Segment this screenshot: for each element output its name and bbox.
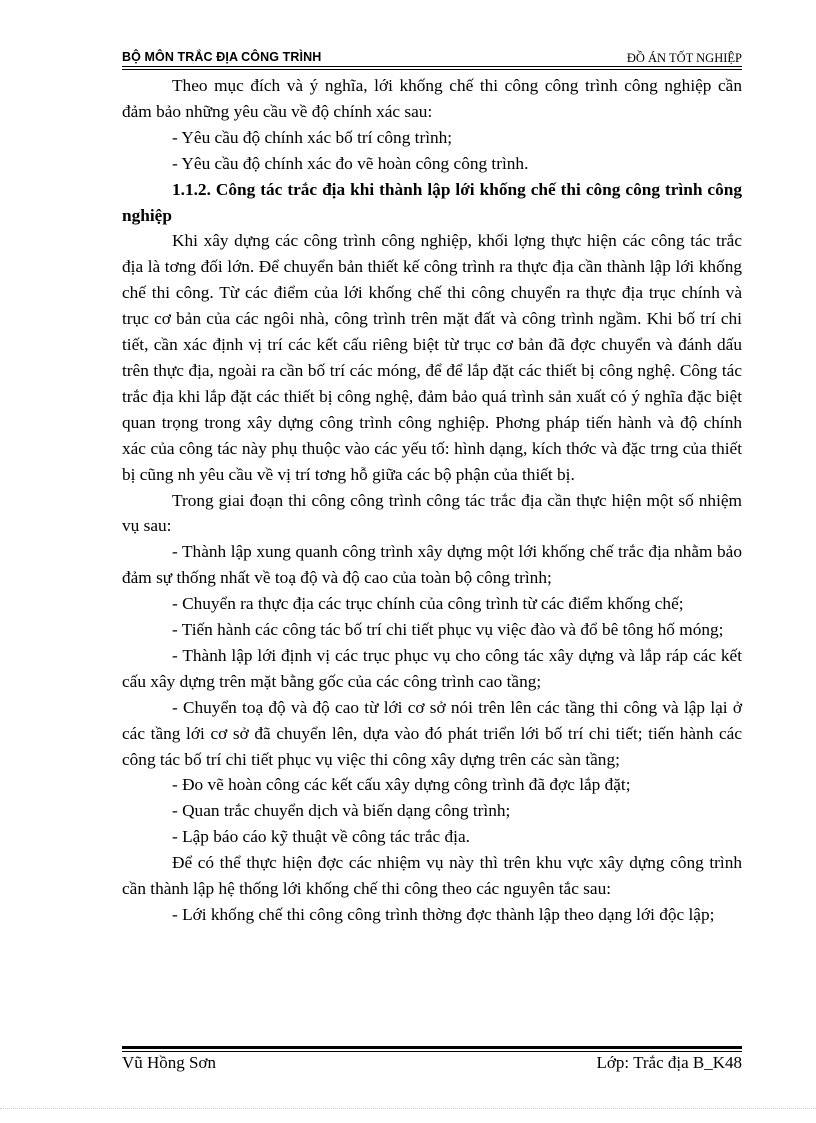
list-item: - Yêu cầu độ chính xác đo vẽ hoàn công công trình.	[172, 153, 529, 173]
paragraph: Trong giai đoạn thi công công trình công tác trắc địa cần thực hiện một số nhiệm vụ sau:	[122, 490, 742, 536]
list-item: - Chuyển ra thực địa các trục chính của công trình từ các điểm khống chế;	[172, 594, 684, 614]
footer-class: Lớp: Trắc địa B_K48	[596, 1053, 742, 1072]
list-item: - Chuyển toạ độ và độ cao từ lới cơ sở nói trên lên các tầng thi công và lập lại ở các tầng lới cơ sở đã chuyển lên, dựa vào đó phát triển lới bố trí chi tiết; tiến hành các công tác bố trí chi tiết phục vụ việc thi công xây dựng trên các sàn tầng;	[122, 697, 742, 769]
paragraph: Theo mục đích và ý nghĩa, lới khống chế thi công công trình công nghiệp cần đảm bảo những yêu cầu về độ chính xác sau:	[122, 76, 742, 121]
list-item: - Thành lập xung quanh công trình xây dựng một lới khống chế trắc địa nhằm bảo đảm sự thống nhất về toạ độ và độ cao của toàn bộ công trình;	[122, 542, 742, 588]
footer-rule	[122, 1046, 742, 1049]
page-bottom-border	[0, 1108, 816, 1109]
paragraph: Khi xây dựng các công trình công nghiệp, khối lợng thực hiện các công tác trắc địa là tơng đối lớn. Để chuyển bản thiết kế công trình ra thực địa cần thành lập lới khống chế thi công. Từ các điểm của lới khống chế thi công chuyển ra thực địa trục chính và trục cơ bản của các ngôi nhà, công trình trên mặt đất và công trình ngầm. Khi bố trí chi tiết, cần xác định vị trí các kết cấu riêng biệt từ trục cơ bản đã đợc chuyển và đánh dấu trên thực địa, ngoài ra cần bố trí các móng, để để lắp đặt các thiết bị công nghệ. Công tác trắc địa khi lắp đặt các thiết bị công nghệ, đảm bảo quá trình sản xuất có ý nghĩa đặc biệt quan trọng trong xây dựng công trình công nghiệp. Phơng pháp tiến hành và độ chính xác của công tác này phụ thuộc vào các yếu tố: hình dạng, kích thớc và đặc trng của thiết bị cũng nh yêu cầu về vị trí tơng hỗ giữa các bộ phận của thiết bị.	[122, 231, 742, 484]
header-rule-thin	[122, 69, 742, 70]
list-item: - Tiến hành các công tác bố trí chi tiết phục vụ việc đào và đổ bê tông hố móng;	[172, 620, 724, 640]
paragraph: Để có thể thực hiện đợc các nhiệm vụ này thì trên khu vực xây dựng công trình cần thành lập hệ thống lới khống chế thi công theo các nguyên tắc sau:	[122, 853, 742, 899]
list-item: - Quan trắc chuyển dịch và biến dạng công trình;	[172, 801, 511, 821]
section-heading: 1.1.2. Công tác trắc địa khi thành lập lới khống chế thi công công trình công nghiệp	[122, 179, 742, 225]
list-item: - Đo vẽ hoàn công các kết cấu xây dựng công trình đã đợc lắp đặt;	[172, 775, 631, 795]
list-item: - Lập báo cáo kỹ thuật về công tác trắc địa.	[172, 827, 470, 847]
header-rule	[122, 66, 742, 67]
list-item: - Lới khống chế thi công công trình thờng đợc thành lập theo dạng lới độc lập;	[172, 905, 715, 924]
list-item: - Yêu cầu độ chính xác bố trí công trình;	[172, 127, 453, 147]
document-body	[122, 73, 742, 928]
header-department: BỘ MÔN TRẮC ĐỊA CÔNG TRÌNH	[122, 50, 322, 64]
list-item: - Thành lập lới định vị các trục phục vụ cho công tác xây dựng và lắp ráp các kết cấu xây dựng trên mặt bằng gốc của các công trình cao tầng;	[122, 645, 742, 691]
footer-rule-thin	[122, 1051, 742, 1052]
footer-author: Vũ Hồng Sơn	[122, 1053, 216, 1072]
page-footer	[122, 1053, 742, 1075]
header-document-type: ĐỒ ÁN TỐT NGHIỆP	[626, 51, 742, 65]
